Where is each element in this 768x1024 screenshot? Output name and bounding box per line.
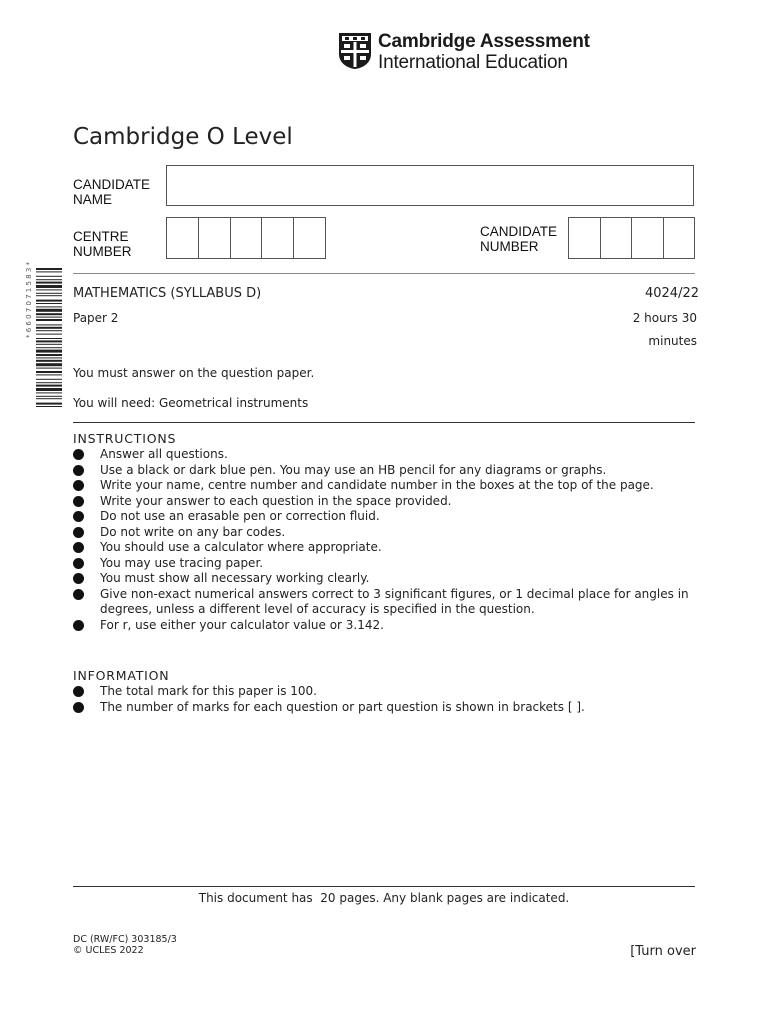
list-item (73, 587, 713, 618)
list-item-text: You should use a calculator where appropriate. (100, 540, 382, 554)
barcode-bar (36, 293, 62, 294)
barcode-bar (36, 268, 62, 270)
barcode-bar (36, 279, 62, 280)
centre-number-digit-box[interactable] (294, 218, 325, 258)
centre-number-digit-box[interactable] (231, 218, 263, 258)
list-item-text: Write your answer to each question in the space provided. (100, 493, 452, 508)
barcode-bar (36, 392, 62, 393)
list-item-text: For r, use either your calculator value or 3.142. (100, 617, 384, 632)
list-item (73, 684, 713, 700)
logo-line-1: Cambridge Assessment (378, 31, 590, 52)
barcode-bar (36, 330, 62, 331)
bullet-icon (73, 527, 84, 538)
barcode-bar (36, 354, 62, 356)
information-heading: INFORMATION (73, 668, 170, 683)
pages-note-text: This document has 20 pages. Any blank pages are indicated. (198, 891, 570, 905)
barcode-bar (36, 403, 62, 405)
barcode-bar (36, 334, 62, 335)
barcode-bar (36, 385, 62, 387)
barcode-icon (36, 268, 62, 408)
barcode-bar (36, 276, 62, 277)
bullet-icon (73, 542, 84, 553)
list-item-text: Give non-exact numerical answers correct to 3 significant figures, or 1 decimal place for angles in (100, 586, 689, 601)
list-item (73, 700, 713, 716)
barcode-bar (36, 300, 62, 302)
bullet-icon (73, 511, 84, 522)
turn-over-note: [Turn over (630, 944, 696, 959)
candidate-number-label-line-1: CANDIDATE (480, 224, 558, 239)
bullet-icon (73, 465, 84, 476)
barcode-bar (36, 374, 62, 375)
pages-note (0, 891, 768, 905)
divider (73, 422, 695, 423)
list-item-text: You may use tracing paper. (100, 555, 264, 570)
copyright: © UCLES 2022 (73, 945, 144, 956)
barcode-bar (36, 382, 62, 383)
barcode-bar (36, 317, 62, 318)
barcode-bar (36, 388, 62, 391)
logo-wordmark (378, 31, 590, 73)
will-need-note: You will need: Geometrical instruments (73, 396, 309, 410)
centre-number-label-line-1: CENTRE (73, 229, 129, 244)
list-item (73, 571, 713, 587)
centre-number-field[interactable] (166, 217, 326, 259)
centre-number-digit-box[interactable] (167, 218, 199, 258)
barcode-bar (36, 295, 62, 296)
candidate-name-label (73, 177, 150, 207)
list-item-text: Use a black or dark blue pen. You may use an HB pencil for any diagrams or graphs. (100, 462, 607, 477)
barcode-bar (36, 360, 62, 362)
bullet-icon (73, 620, 84, 631)
bullet-icon (73, 480, 84, 491)
bullet-icon (73, 686, 84, 697)
candidate-name-label-line-1: CANDIDATE (73, 177, 151, 192)
divider (73, 273, 695, 274)
barcode-bar (36, 398, 62, 399)
candidate-number-digit-box[interactable] (632, 218, 664, 258)
barcode-bar (36, 340, 62, 342)
information-list (73, 684, 713, 715)
footer-divider (73, 886, 695, 887)
bullet-icon (73, 496, 84, 507)
list-item-text: degrees, unless a different level of accuracy is specified in the question. (100, 602, 535, 616)
list-item-text: You must show all necessary working clearly. (100, 571, 370, 585)
barcode-bar (36, 306, 62, 307)
page-title: Cambridge O Level (73, 124, 293, 150)
list-item (73, 478, 713, 494)
barcode-bar (36, 285, 62, 288)
candidate-name-field[interactable] (166, 165, 694, 206)
barcode-bar (36, 379, 62, 380)
barcode-bar (36, 303, 62, 304)
logo-line-2: International Education (378, 52, 568, 73)
candidate-number-label (480, 224, 557, 254)
list-item (73, 447, 713, 463)
instructions-list (73, 447, 713, 633)
centre-number-digit-box[interactable] (199, 218, 231, 258)
barcode-bar (36, 350, 62, 353)
bullet-icon (73, 573, 84, 584)
barcode-bar (36, 282, 62, 284)
barcode-bar (36, 324, 62, 325)
instructions-heading: INSTRUCTIONS (73, 431, 177, 446)
centre-number-digit-box[interactable] (262, 218, 294, 258)
list-item (73, 556, 713, 572)
barcode-bar (36, 313, 62, 315)
list-item-text: The total mark for this paper is 100. (100, 684, 317, 698)
list-item-text: Answer all questions. (100, 447, 228, 461)
list-item (73, 618, 713, 634)
barcode-bar (36, 319, 62, 321)
subject-title: MATHEMATICS (SYLLABUS D) (73, 286, 262, 301)
bullet-icon (73, 558, 84, 569)
duration-line-1: 2 hours 30 (632, 311, 697, 325)
barcode-bar (36, 371, 62, 373)
list-item (73, 463, 713, 479)
barcode-bar (36, 357, 62, 358)
list-item-text: Write your name, centre number and candidate number in the boxes at the top of the page. (100, 478, 654, 492)
barcode-bar (36, 327, 62, 329)
candidate-number-field[interactable] (568, 217, 695, 259)
syllabus-code: 4024/22 (644, 286, 699, 301)
bullet-icon (73, 589, 84, 600)
centre-number-label-line-2: NUMBER (73, 244, 132, 259)
list-item (73, 540, 713, 556)
list-item-text: Do not use an erasable pen or correction fluid. (100, 509, 380, 523)
crest-shield-icon (338, 32, 372, 70)
barcode-bar (36, 289, 62, 290)
candidate-number-digit-box[interactable] (601, 218, 633, 258)
cambridge-logo (338, 31, 588, 73)
document-reference: DC (RW/FC) 303185/3 (73, 934, 177, 945)
barcode-bar (36, 309, 62, 312)
candidate-number-digit-box[interactable] (664, 218, 695, 258)
barcode (36, 268, 62, 408)
barcode-bar (36, 396, 62, 397)
paper-number: Paper 2 (73, 311, 119, 325)
barcode-bar (36, 271, 62, 272)
list-item (73, 509, 713, 525)
candidate-name-label-line-2: NAME (73, 192, 113, 207)
barcode-bar (36, 344, 62, 345)
barcode-bar (36, 368, 62, 369)
list-item (73, 525, 713, 541)
centre-number-label (73, 229, 132, 259)
duration-line-2: minutes (648, 334, 697, 348)
barcode-bar (36, 363, 62, 366)
barcode-bar (36, 406, 62, 407)
bullet-icon (73, 449, 84, 460)
list-item-text: Do not write on any bar codes. (100, 524, 286, 539)
list-item-text: The number of marks for each question or part question is shown in brackets [ ]. (100, 699, 585, 714)
list-item (73, 494, 713, 510)
bullet-icon (73, 702, 84, 713)
candidate-number-label-line-2: NUMBER (480, 239, 539, 254)
barcode-bar (36, 347, 62, 348)
must-answer-note: You must answer on the question paper. (73, 366, 315, 380)
barcode-bar (36, 338, 62, 339)
barcode-digits: * 6 6 0 7 0 7 1 5 8 3 * (25, 261, 33, 338)
candidate-number-digit-box[interactable] (569, 218, 601, 258)
